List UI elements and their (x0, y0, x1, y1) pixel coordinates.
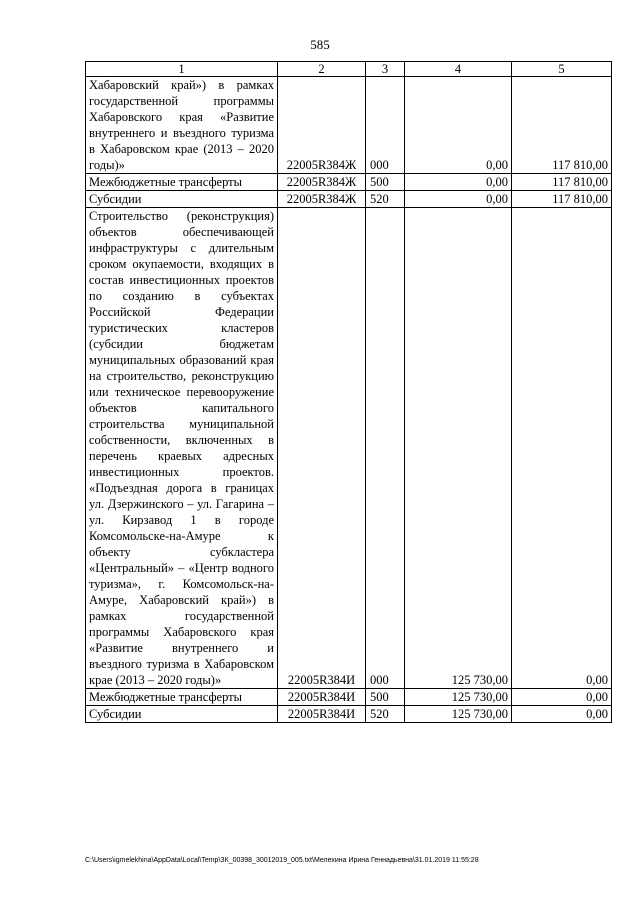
row-vr: 520 (366, 191, 405, 208)
row-sum-2019: 125 730,00 (405, 208, 512, 689)
table-row (86, 689, 612, 706)
row-vr: 500 (366, 689, 405, 706)
row-vr: 500 (366, 174, 405, 191)
row-sum-2019: 0,00 (405, 174, 512, 191)
row-csr: 22005R384И (278, 208, 366, 689)
row-sum-2019: 125 730,00 (405, 689, 512, 706)
row-csr: 22005R384И (278, 689, 366, 706)
table-row (86, 191, 612, 208)
row-sum-2019: 0,00 (405, 77, 512, 174)
row-csr: 22005R384Ж (278, 191, 366, 208)
row-sum-2019: 0,00 (405, 191, 512, 208)
budget-table (85, 61, 612, 723)
row-sum-2020: 0,00 (512, 689, 612, 706)
header-col-5: 5 (512, 62, 612, 77)
header-col-4: 4 (405, 62, 512, 77)
row-csr: 22005R384Ж (278, 174, 366, 191)
table-row (86, 208, 612, 689)
file-path-footer: C:\Users\igmelekhina\AppData\Local\Temp\ЗК_00398_30012019_005.txt\Мелехина Ирина Геннадьевна\31.01.2019 11:55:28 (85, 857, 479, 864)
row-sum-2020: 117 810,00 (512, 191, 612, 208)
row-vr: 000 (366, 77, 405, 174)
header-row (86, 62, 612, 77)
header-col-1: 1 (86, 62, 278, 77)
row-name: Субсидии (86, 191, 278, 208)
row-name: Межбюджетные трансферты (86, 174, 278, 191)
page-number: 585 (310, 37, 330, 52)
row-name: Строительство (реконструкция) объектов обеспечивающей инфраструктуры с длительным сроком окупаемости, входящих в состав инвестиционных проектов по созданию в субъектах Российской Федерации туристических кластеров (субсидии бюджетам муниципальных образований края на строительство, реконструкцию или техническое перевооружение объектов капитального строительства муниципальной собственности, включенных в перечень краевых адресных инвестиционных проектов. «Подъездная дорога в границах ул. Дзержинского – ул. Гагарина – ул. Кирзавод 1 в городе Комсомольске-на-Амуре к объекту субкластера «Центральный» – «Центр водного туризма», г. Комсомольск-на-Амуре, Хабаровский край») в рамках государственной программы Хабаровского края «Развитие внутреннего и въездного туризма в Хабаровском крае (2013 – 2020 годы)» (86, 208, 278, 689)
row-sum-2019: 125 730,00 (405, 706, 512, 723)
row-sum-2020: 0,00 (512, 208, 612, 689)
row-vr: 000 (366, 208, 405, 689)
row-name: Субсидии (86, 706, 278, 723)
row-vr: 520 (366, 706, 405, 723)
header-col-2: 2 (278, 62, 366, 77)
row-csr: 22005R384И (278, 706, 366, 723)
row-csr: 22005R384Ж (278, 77, 366, 174)
header-col-3: 3 (366, 62, 405, 77)
table-row (86, 706, 612, 723)
row-sum-2020: 0,00 (512, 706, 612, 723)
row-name: Хабаровский край») в рамках государственной программы Хабаровского края «Развитие внутреннего и въездного туризма в Хабаровском крае (2013 – 2020 годы)» (86, 77, 278, 174)
row-sum-2020: 117 810,00 (512, 174, 612, 191)
row-name: Межбюджетные трансферты (86, 689, 278, 706)
row-sum-2020: 117 810,00 (512, 77, 612, 174)
table-row (86, 77, 612, 174)
table-row (86, 174, 612, 191)
